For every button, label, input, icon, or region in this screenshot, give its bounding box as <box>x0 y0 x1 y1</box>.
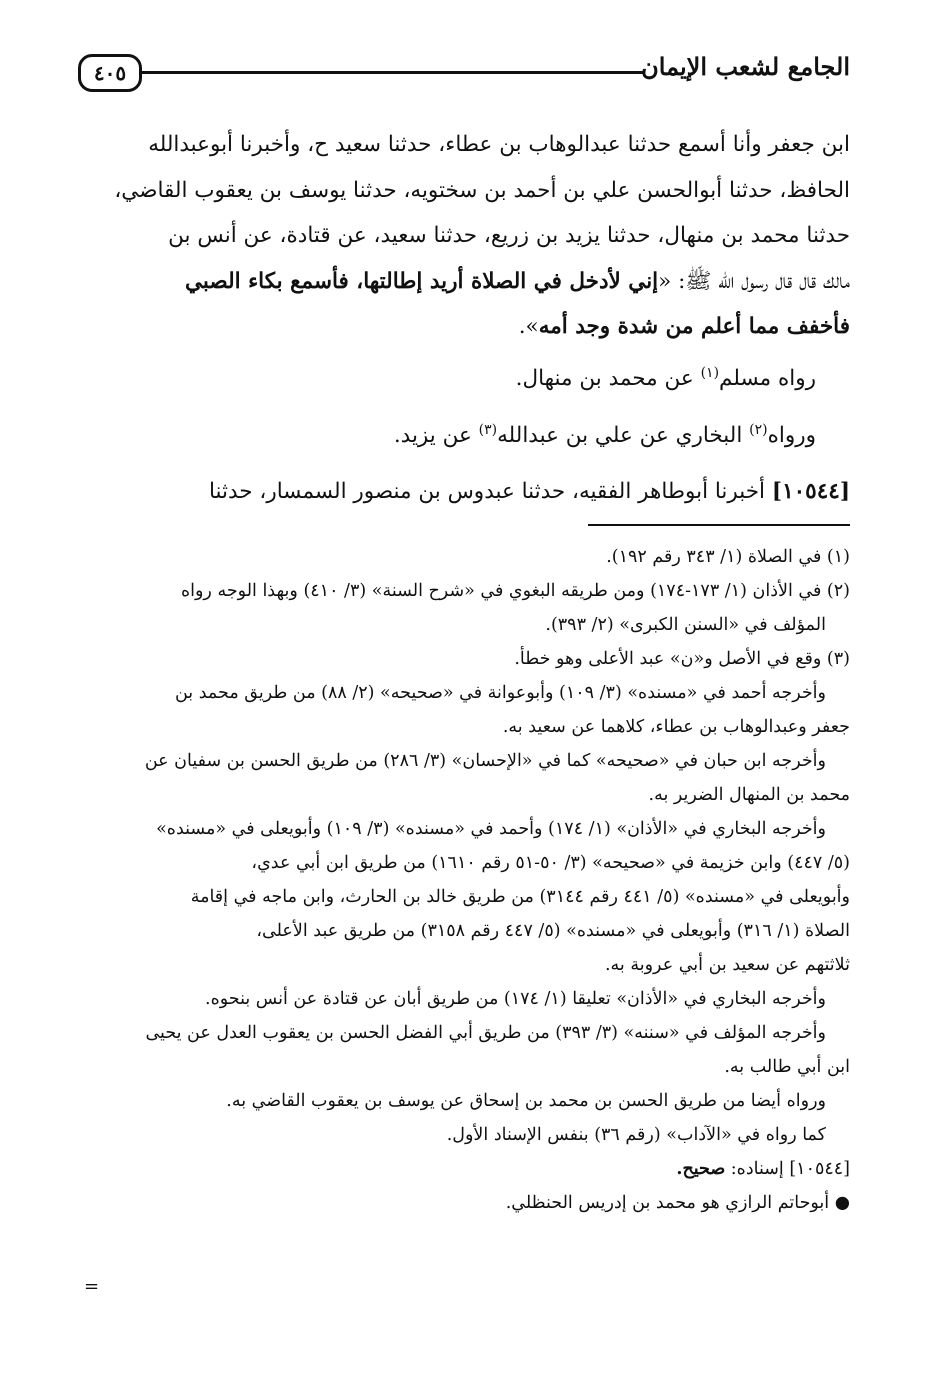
hadith-text: فأخفف مما أعلم من شدة وجد أمه <box>538 314 850 339</box>
hadith-entry <box>78 469 850 515</box>
text-segment: ». <box>518 314 539 339</box>
text-segment: أخبرنا أبوطاهر الفقيه، حدثنا عبدوس بن منصور السمسار، حدثنا <box>208 478 772 504</box>
header-rule <box>142 71 645 74</box>
running-title: الجامع لشعب الإيمان <box>641 52 850 81</box>
footnote-paragraph: وأخرجه البخاري في «الأذان» تعليقا (١/ ١٧٤) من طريق أبان عن قتادة عن أنس بنحوه. <box>205 989 826 1009</box>
footnote-paragraph: وأخرجه أحمد في «مسنده» (٣/ ١٠٩) وأبوعوانة في «صحيحه» (٢/ ٨٨) من طريق محمد بن <box>174 683 826 703</box>
footnote-ref: (١) <box>700 364 720 381</box>
footnote-paragraph: وأخرجه المؤلف في «سننه» (٣/ ٣٩٣) من طريق أبي الفضل الحسن بن يعقوب العدل عن يحيى <box>145 1023 826 1043</box>
footnote-2: (٢) في الأذان (١/ ١٧٣-١٧٤) ومن طريقه البغوي في «شرح السنة» (٣/ ٤١٠) وبهذا الوجه رواه <box>180 581 850 601</box>
continuation-mark: = <box>84 1276 100 1297</box>
footnote-paragraph: الصلاة (١/ ٣١٦) وأبويعلى في «مسنده» (٥/ ٤٤٧ رقم ٣١٥٨) من طريق عبد الأعلى، <box>256 921 850 941</box>
main-text <box>78 122 850 514</box>
hadith-number: [١٠٥٤٤] <box>771 478 850 504</box>
footnote-paragraph: ورواه أيضا من طريق الحسن بن محمد بن إسحاق عن يوسف بن يعقوب القاضي به. <box>226 1091 826 1111</box>
footnote-1: (١) في الصلاة (١/ ٣٤٣ رقم ١٩٢). <box>606 547 850 567</box>
text-line: ابن جعفر وأنا أسمع حدثنا عبدالوهاب بن عطاء، حدثنا سعيد ح، وأخبرنا أبوعبدالله <box>148 132 850 157</box>
isnad-label: إسناده: <box>725 1159 790 1179</box>
text-segment: عن يزيد. <box>393 423 479 448</box>
isnad-grading <box>78 1152 850 1186</box>
footnote-3: (٣) وقع في الأصل و«ن» عبد الأعلى وهو خطأ. <box>514 649 850 669</box>
text-line: حدثنا محمد بن منهال، حدثنا يزيد بن زريع، حدثنا سعيد، عن قتادة، عن أنس بن <box>168 223 850 248</box>
page-number: ٤٠٥ <box>78 54 142 92</box>
footnote-2-cont: المؤلف في «السنن الكبرى» (٢/ ٣٩٣). <box>545 615 826 635</box>
text-segment: رواه مسلم <box>719 365 816 391</box>
footnote-paragraph: ابن أبي طالب به. <box>724 1057 850 1077</box>
footnote-paragraph: جعفر وعبدالوهاب بن عطاء، كلاهما عن سعيد به. <box>502 717 850 737</box>
text-line <box>78 304 850 350</box>
text-segment: ورواه <box>767 423 816 448</box>
footnote-ref: (٢) <box>749 421 768 438</box>
footnote-paragraph: كما رواه في «الآداب» (رقم ٣٦) بنفس الإسناد الأول. <box>446 1125 826 1145</box>
footnotes <box>78 540 850 1220</box>
text-segment: مالك قال قال رسول الله ﷺ: « <box>658 268 850 294</box>
footnote-paragraph: وأبويعلى في «مسنده» (٥/ ٤٤١ رقم ٣١٤٤) من طريق خالد بن الحارث، وابن ماجه في إقامة <box>190 887 850 907</box>
text-line: الحافظ، حدثنا أبوالحسن علي بن أحمد بن سختويه، حدثنا يوسف بن يعقوب القاضي، <box>114 177 850 203</box>
bullet-note: ● أبوحاتم الرازي هو محمد بن إدريس الحنظلي. <box>505 1193 850 1213</box>
narration-muslim <box>78 356 850 402</box>
footnote-paragraph: وأخرجه ابن حبان في «صحيحه» كما في «الإحسان» (٣/ ٢٨٦) من طريق الحسن بن سفيان عن <box>144 751 826 771</box>
page-header <box>78 44 850 108</box>
narration-bukhari <box>78 413 850 459</box>
footnote-ref: (٣) <box>478 421 498 438</box>
text-segment: البخاري عن علي بن عبدالله <box>497 423 750 448</box>
text-line <box>78 259 850 305</box>
footnote-paragraph: محمد بن المنهال الضرير به. <box>648 785 850 805</box>
footnote-paragraph: (٥/ ٤٤٧) وابن خزيمة في «صحيحه» (٣/ ٥٠-٥١ رقم ١٦١٠) من طريق ابن أبي عدي، <box>251 853 850 873</box>
hadith-text: إني لأدخل في الصلاة أريد إطالتها، فأسمع بكاء الصبي <box>185 268 659 294</box>
footnote-separator <box>588 524 850 526</box>
text-segment: عن محمد بن منهال. <box>515 365 701 391</box>
footnote-paragraph: وأخرجه البخاري في «الأذان» (١/ ١٧٤) وأحمد في «مسنده» (٣/ ١٠٩) وأبويعلى في «مسنده» <box>156 819 826 839</box>
isnad-value: صحيح. <box>676 1159 726 1179</box>
hadith-number: [١٠٥٤٤] <box>789 1159 850 1179</box>
footnote-paragraph: ثلاثتهم عن سعيد بن أبي عروبة به. <box>604 955 850 975</box>
